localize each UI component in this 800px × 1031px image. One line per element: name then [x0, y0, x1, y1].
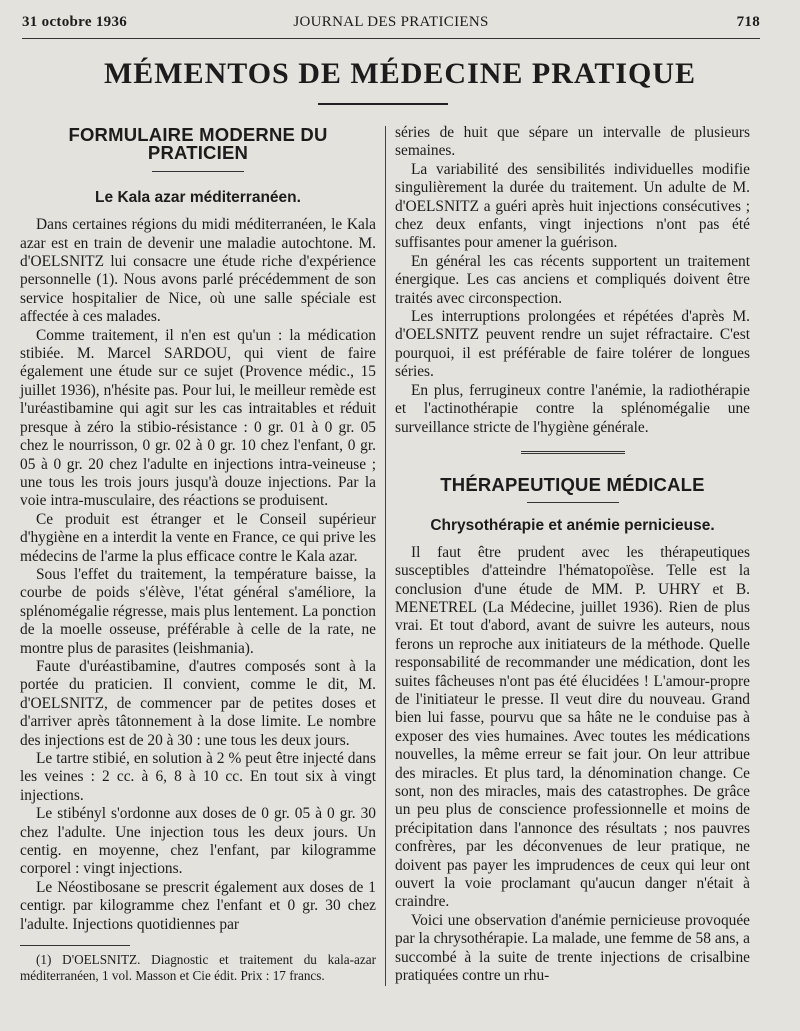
left-column	[20, 124, 376, 984]
paragraph-continued: séries de huit que sépare un intervalle de plusieurs semaines.	[395, 124, 750, 160]
paragraph: Le tartre stibié, en solution à 2 % peut être injecté dans les veines : 2 cc. à 6, 8 à 10 cc. En tout six à vingt injections.	[20, 750, 376, 804]
running-header	[22, 14, 760, 34]
page-number: 718	[736, 14, 760, 30]
column-divider	[385, 126, 386, 986]
paragraph: Le Néostibosane se prescrit également aux doses de 1 centigr. par kilogramme chez l'enfant et 0 gr. 30 chez l'adulte. Injections quotidiennes par	[20, 878, 376, 933]
page-title: MÉMENTOS DE MÉDECINE PRATIQUE	[103, 57, 697, 90]
paragraph: Faute d'uréastibamine, d'autres composés sont à la portée du praticien. Il convient, comme le dit, M. d'OELSNITZ, de commencer par de petites doses et d'arriver après tâtonnement à la dose limite. Le nombre des injections est de 20 à 30 : une tous les deux jours.	[20, 657, 376, 749]
paragraph: Dans certaines régions du midi méditerranéen, le Kala azar est en train de devenir une maladie autochtone. M. d'OELSNITZ lui consacre une étude riche d'expérience personnelle (1). Nous avons parlé précédemment de son service hospitalier de Nice, où une salle spéciale est affectée à ces malades.	[20, 216, 376, 326]
section-heading-formulaire: FORMULAIRE MODERNE DU PRATICIEN	[68, 124, 328, 164]
paragraph: Voici une observation d'anémie pernicieuse provoquée par la chrysothérapie. La malade, une femme de 58 ans, a succombé à la suite de trente injections de crisalbine pratiquées contre un rhu-	[395, 911, 750, 985]
title-rule	[318, 103, 448, 105]
article-heading-chrysotherapie: Chrysothérapie et anémie pernicieuse.	[430, 517, 715, 535]
footnote-rule	[20, 945, 130, 946]
section-rule	[152, 171, 244, 172]
issue-date: 31 octobre 1936	[22, 14, 128, 30]
paragraph: En plus, ferrugineux contre l'anémie, la radiothérapie et l'actinothérapie contre la splénomégalie une surveillance stricte de l'hygiène générale.	[395, 381, 750, 436]
journal-name: JOURNAL DES PRATICIENS	[293, 14, 489, 30]
paragraph: Les interruptions prolongées et répétées d'après M. d'OELSNITZ peuvent rendre un sujet réfractaire. C'est pourquoi, il est préférable de faire tolérer de longues séries.	[395, 308, 750, 381]
paragraph: En général les cas récents supportent un traitement énergique. Les cas anciens et compliqués doivent être traités avec circonspection.	[395, 252, 750, 307]
right-column	[395, 124, 750, 985]
article-heading-kala-azar: Le Kala azar méditerranéen.	[95, 188, 301, 206]
paragraph: Ce produit est étranger et le Conseil supérieur d'hygiène en a interdit la vente en France, ce qui prive les médecins de l'arme la plus efficace contre le Kala azar.	[20, 510, 376, 565]
paragraph: La variabilité des sensibilités individuelles modifie singulièrement la durée du traitement. Un adulte de M. d'OELSNITZ a guéri après huit injections consécutives ; chez deux enfants, vingt injections n'ont pas été suffisantes pour amener la guérison.	[395, 160, 750, 252]
paragraph: Il faut être prudent avec les thérapeutiques susceptibles d'atteindre l'hématopoïèse. Telle est la conclusion d'une étude de MM. P. UHRY et B. MENETREL (La Médecine, juillet 1936). Rien de plus vrai. Et tout d'abord, avant de suivre les auteurs, nous ferons un reproche aux initiateurs de la méthode. Quelle responsabilité de recommander une médication, dont les suites fâcheuses n'ont pas été élucidées ! L'amour-propre de l'initiateur le presse. Il veut dire du nouveau. Grand bien lui fasse, pourvu que sa hâte ne le conduise pas à exposer des vies humaines. Avec toutes les médications nouvelles, la même erreur se fait jour. On leur attribue des miracles. Et plus tard, la dénomination change. Ce sont, non des miracles, mais des catastrophes. De grâce un peu plus de conscience professionnelle et moins de précipitation dans l'annonce des résultats ; nos pauvres confrères, par les déconvenues de leur pratique, ne doivent pas payer les imprudences de ceux qui leur ont ouvert la voie proclamant qu'aucun danger n'était à craindre.	[395, 543, 750, 911]
footnote: (1) D'OELSNITZ. Diagnostic et traitement du kala-azar méditerranéen, 1 vol. Masson et Cie édit. Prix : 17 francs.	[20, 952, 376, 984]
section-heading-therapeutique: THÉRAPEUTIQUE MÉDICALE	[440, 473, 705, 495]
paragraph: Le stibényl s'ordonne aux doses de 0 gr. 05 à 0 gr. 30 chez l'adulte. Une injection tous les deux jours. Un centig. en moyenne, chez l'enfant, par kilogramme corporel : vingt injections.	[20, 805, 376, 878]
paragraph: Sous l'effet du traitement, la température baisse, la courbe de poids s'élève, l'état général s'améliore, la splénomégalie régresse, mais plus lentement. La ponction de la moelle osseuse, préférable à celle de la rate, ne montre plus de parasites (leishmania).	[20, 565, 376, 657]
section-rule	[527, 502, 619, 503]
section-separator	[521, 451, 625, 456]
paragraph: Comme traitement, il n'en est qu'un : la médication stibiée. M. Marcel SARDOU, qui vient de faire également une étude sur ce sujet (Provence médic., 15 juillet 1936), n'hésite pas. Pour lui, le meilleur remède est l'uréastibamine qui agit sur les cas intraitables et réduit presque à zéro la stibio-résistance : 0 gr. 01 à 0 gr. 05 chez le nourrisson, 0 gr. 02 à 0 gr. 10 chez l'enfant, 0 gr. 05 à 0 gr. 20 chez l'adulte en injections intra-veineuse ; une tous les trois jours jusqu'à douze injections. Par la voie intra-musculaire, des réactions se produisent.	[20, 326, 376, 510]
header-rule	[22, 38, 760, 39]
